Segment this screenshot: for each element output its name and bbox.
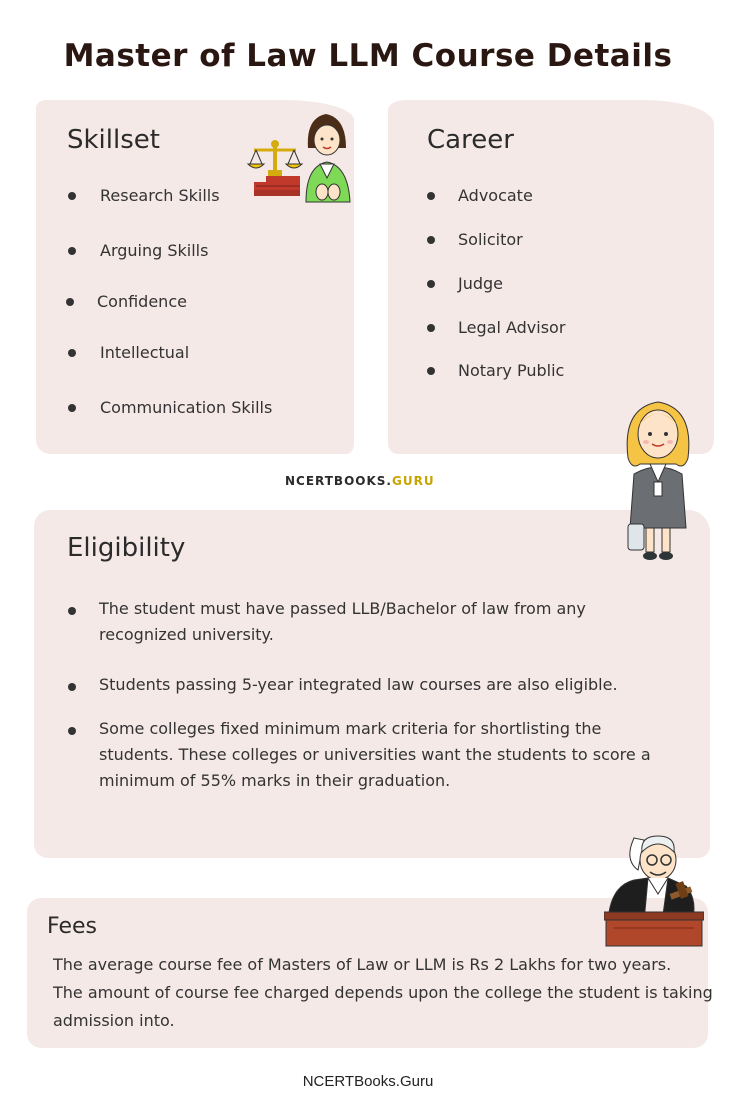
footer-brand: NCERTBooks.Guru — [302, 1073, 434, 1090]
career-item: Judge — [427, 274, 503, 293]
skillset-item: Communication Skills — [68, 398, 272, 417]
career-item: Legal Advisor — [427, 318, 565, 337]
bullet — [68, 247, 76, 255]
bullet — [68, 683, 76, 691]
skillset-item: Confidence — [66, 292, 187, 311]
skillset-item: Research Skills — [68, 186, 220, 205]
bullet — [427, 367, 435, 375]
bullet — [68, 607, 76, 615]
scales-of-justice-icon — [246, 108, 360, 206]
career-item: Advocate — [427, 186, 533, 205]
bullet — [427, 236, 435, 244]
career-heading: Career — [427, 125, 514, 155]
fees-line: The average course fee of Masters of Law or LLM is Rs 2 Lakhs for two years. — [53, 955, 672, 974]
skillset-item: Intellectual — [68, 343, 189, 362]
skillset-item: Arguing Skills — [68, 241, 208, 260]
fees-heading: Fees — [47, 914, 97, 939]
fees-line: admission into. — [53, 1011, 175, 1030]
bullet — [68, 192, 76, 200]
bullet — [68, 727, 76, 735]
bullet — [427, 280, 435, 288]
female-advocate-icon — [620, 398, 696, 564]
judge-gavel-icon — [604, 830, 704, 948]
bullet — [66, 298, 74, 306]
bullet — [427, 192, 435, 200]
fees-line: The amount of course fee charged depends upon the college the student is taking — [53, 983, 713, 1002]
bullet — [68, 404, 76, 412]
eligibility-item: The student must have passed LLB/Bachelor of law from any recognized university. — [68, 596, 678, 648]
eligibility-item: Some colleges fixed minimum mark criteria for shortlisting the students. These colleges or universities want the students to score a minimum of 55% marks in their graduation. — [68, 716, 678, 794]
career-item: Notary Public — [427, 361, 564, 380]
eligibility-item: Students passing 5-year integrated law courses are also eligible. — [68, 672, 678, 698]
skillset-heading: Skillset — [67, 125, 160, 155]
page-title: Master of Law LLM Course Details — [63, 38, 673, 74]
bullet — [68, 349, 76, 357]
watermark: NCERTBOOKS.GURU — [285, 474, 435, 488]
career-item: Solicitor — [427, 230, 523, 249]
eligibility-heading: Eligibility — [67, 533, 186, 563]
bullet — [427, 324, 435, 332]
